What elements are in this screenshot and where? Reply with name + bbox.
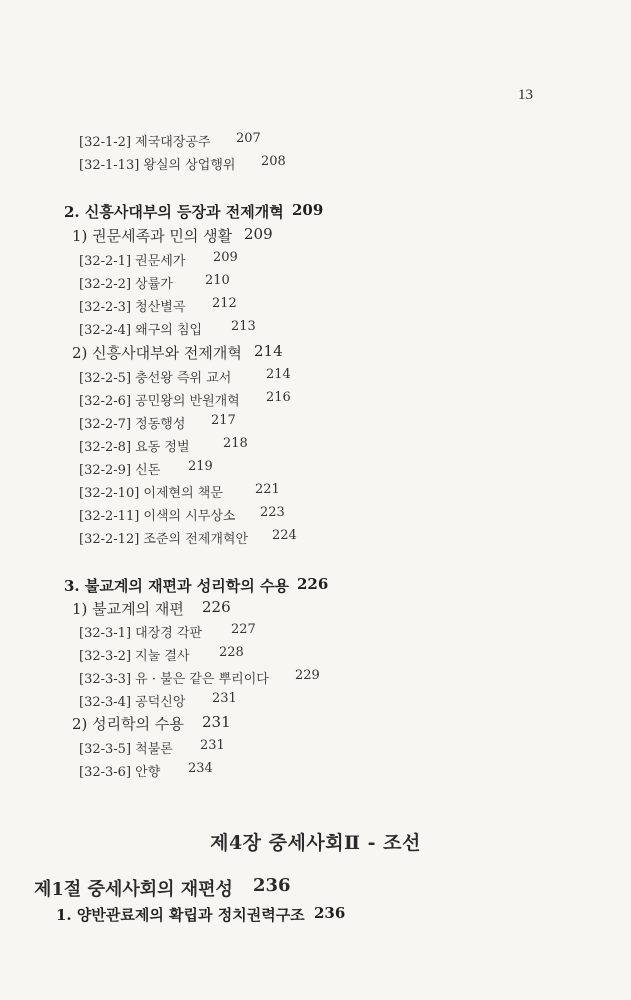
toc-entry-label: [32-3-5] 척불론 (79, 742, 173, 757)
toc-subsection-page: 226 (202, 598, 231, 616)
toc-section (56, 904, 346, 925)
toc-entry-page: 224 (272, 528, 297, 543)
toc-entry-label: [32-1-2] 제국대장공주 (79, 135, 211, 150)
toc-entry-page: 228 (219, 645, 244, 660)
toc-entry (79, 413, 236, 432)
toc-entry-label: [32-3-1] 대장경 각판 (79, 626, 203, 641)
toc-entry-label: [32-3-6] 안향 (79, 765, 161, 780)
toc-entry-label: [32-2-12] 조준의 전제개혁안 (79, 532, 249, 547)
toc-entry-label: [32-2-1] 권문세가 (79, 254, 186, 269)
toc-entry-page: 231 (200, 738, 225, 753)
toc-entry-label: [32-2-4] 왜구의 침입 (79, 323, 203, 338)
toc-entry-label: [32-2-2] 상률가 (79, 277, 173, 292)
toc-entry-page: 207 (236, 131, 261, 146)
toc-entry-label: [32-1-13] 왕실의 상업행위 (79, 158, 236, 173)
toc-entry-page: 229 (295, 668, 320, 683)
toc-section (64, 575, 329, 596)
toc-entry (79, 482, 280, 501)
toc-entry (79, 296, 237, 315)
toc-entry (79, 250, 238, 269)
toc-entry (79, 273, 230, 292)
toc-subsection (72, 713, 231, 734)
toc-section-page: 209 (292, 201, 324, 219)
page-number: 13 (518, 87, 533, 103)
toc-entry-label: [32-3-2] 지눌 결사 (79, 649, 190, 664)
toc-entry-label: [32-2-8] 요동 정벌 (79, 440, 190, 455)
toc-entry (79, 738, 225, 757)
toc-entry-label: [32-2-6] 공민왕의 반원개혁 (79, 394, 240, 409)
toc-entry-page: 208 (261, 154, 286, 169)
toc-entry-page: 219 (188, 459, 213, 474)
toc-entry-label: [32-2-3] 청산별곡 (79, 300, 186, 315)
toc-subsection-page: 209 (244, 225, 273, 243)
toc-entry (79, 131, 261, 150)
toc-entry-page: 218 (223, 436, 248, 451)
toc-entry-page: 212 (212, 296, 237, 311)
toc-entry-page: 210 (205, 273, 230, 288)
toc-subsection-label: 1) 불교계의 재편 (72, 600, 184, 618)
toc-entry-page: 214 (266, 367, 291, 382)
toc-subsection-label: 2) 신흥사대부와 전제개혁 (72, 344, 242, 362)
toc-section-label: 1. 양반관료제의 확립과 정치권력구조 (56, 906, 305, 924)
toc-clause-label: 제1절 중세사회의 재편성 (34, 879, 233, 900)
toc-entry-label: [32-2-9] 신돈 (79, 463, 161, 478)
toc-entry-page: 213 (231, 319, 256, 334)
toc-entry (79, 528, 297, 547)
toc-entry-label: [32-2-11] 이색의 시무상소 (79, 509, 236, 524)
toc-entry (79, 645, 244, 664)
toc-subsection-label: 2) 성리학의 수용 (72, 715, 184, 733)
toc-entry (79, 154, 286, 173)
toc-entry (79, 319, 256, 338)
toc-entry (79, 436, 248, 455)
toc-entry-page: 231 (212, 691, 237, 706)
toc-entry (79, 691, 237, 710)
toc-subsection-page: 214 (254, 342, 283, 360)
toc-entry-label: [32-2-10] 이제현의 책문 (79, 486, 223, 501)
toc-section-label: 3. 불교계의 재편과 성리학의 수용 (64, 577, 289, 595)
toc-subsection (72, 598, 231, 619)
toc-subsection (72, 342, 283, 363)
toc-entry-page: 223 (260, 505, 285, 520)
toc-entry-page: 221 (255, 482, 280, 497)
toc-entry-label: [32-3-3] 유 · 불은 같은 뿌리이다 (79, 672, 269, 687)
toc-subsection-label: 1) 권문세족과 민의 생활 (72, 227, 233, 245)
toc-entry-page: 234 (188, 761, 213, 776)
toc-clause-page: 236 (253, 875, 291, 896)
toc-entry (79, 622, 256, 641)
toc-entry (79, 367, 291, 386)
toc-entry-page: 227 (231, 622, 256, 637)
toc-entry-page: 216 (266, 390, 291, 405)
toc-entry (79, 390, 291, 409)
toc-entry-page: 217 (211, 413, 236, 428)
toc-section-page: 226 (297, 575, 329, 593)
toc-clause (34, 875, 291, 901)
toc-section (64, 201, 324, 222)
toc-entry-page: 209 (213, 250, 238, 265)
toc-subsection-page: 231 (202, 713, 231, 731)
toc-subsection (72, 225, 273, 246)
toc-entry (79, 668, 320, 687)
toc-entry (79, 505, 285, 524)
chapter-title: 제4장 중세사회Ⅱ - 조선 (210, 832, 421, 854)
toc-entry (79, 459, 213, 478)
toc-entry-label: [32-3-4] 공덕신앙 (79, 695, 186, 710)
toc-section-label: 2. 신흥사대부의 등장과 전제개혁 (64, 203, 284, 221)
toc-entry (79, 761, 213, 780)
toc-entry-label: [32-2-7] 정동행성 (79, 417, 186, 432)
toc-section-page: 236 (314, 904, 346, 922)
toc-entry-label: [32-2-5] 충선왕 즉위 교서 (79, 371, 232, 386)
